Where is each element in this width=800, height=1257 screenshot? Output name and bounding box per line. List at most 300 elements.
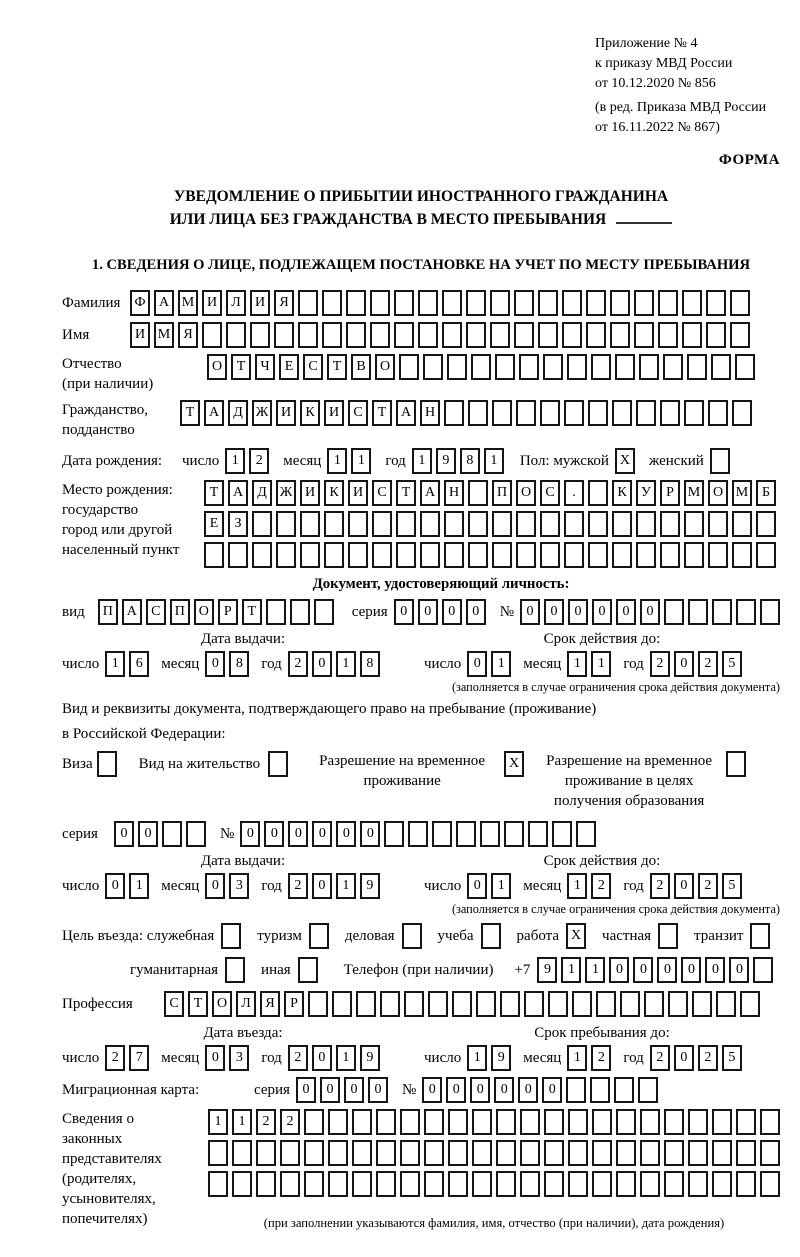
form-cell[interactable] — [352, 1109, 372, 1135]
form-cell[interactable] — [736, 1140, 756, 1166]
form-cell[interactable] — [396, 542, 416, 568]
form-cell[interactable] — [634, 322, 654, 348]
form-cell[interactable]: . — [564, 480, 584, 506]
form-cell[interactable] — [376, 1140, 396, 1166]
form-cell[interactable]: 1 — [232, 1109, 252, 1135]
form-cell[interactable]: 0 — [138, 821, 158, 847]
form-cell[interactable] — [592, 1109, 612, 1135]
form-cell[interactable] — [592, 1171, 612, 1197]
form-cell[interactable]: 5 — [722, 651, 742, 677]
form-cell[interactable] — [586, 322, 606, 348]
form-cell[interactable] — [726, 751, 746, 777]
form-cell[interactable] — [471, 354, 491, 380]
form-cell[interactable]: 0 — [312, 821, 332, 847]
form-cell[interactable]: 0 — [422, 1077, 442, 1103]
form-cell[interactable] — [736, 1171, 756, 1197]
form-cell[interactable] — [614, 1077, 634, 1103]
form-cell[interactable]: П — [170, 599, 190, 625]
form-cell[interactable] — [732, 511, 752, 537]
form-cell[interactable] — [564, 400, 584, 426]
form-cell[interactable] — [472, 1109, 492, 1135]
form-cell[interactable] — [682, 322, 702, 348]
form-cell[interactable] — [732, 542, 752, 568]
form-cell[interactable] — [692, 991, 712, 1017]
form-cell[interactable]: 0 — [442, 599, 462, 625]
form-cell[interactable]: 2 — [650, 651, 670, 677]
form-cell[interactable] — [204, 542, 224, 568]
form-cell[interactable] — [516, 511, 536, 537]
form-cell[interactable] — [567, 354, 587, 380]
form-cell[interactable] — [208, 1140, 228, 1166]
form-cell[interactable]: Я — [274, 290, 294, 316]
form-cell[interactable]: 1 — [225, 448, 245, 474]
form-cell[interactable]: А — [204, 400, 224, 426]
form-cell[interactable] — [444, 400, 464, 426]
form-cell[interactable]: 2 — [288, 651, 308, 677]
form-cell[interactable] — [376, 1171, 396, 1197]
form-cell[interactable] — [280, 1171, 300, 1197]
form-cell[interactable]: X — [504, 751, 524, 777]
form-cell[interactable] — [711, 354, 731, 380]
form-cell[interactable] — [712, 599, 732, 625]
form-cell[interactable] — [516, 542, 536, 568]
form-cell[interactable] — [468, 400, 488, 426]
form-cell[interactable]: 0 — [312, 1045, 332, 1071]
form-cell[interactable]: 9 — [436, 448, 456, 474]
form-cell[interactable]: В — [351, 354, 371, 380]
form-cell[interactable] — [250, 322, 270, 348]
form-cell[interactable]: С — [348, 400, 368, 426]
form-cell[interactable] — [520, 1171, 540, 1197]
form-cell[interactable]: С — [146, 599, 166, 625]
form-cell[interactable]: 0 — [240, 821, 260, 847]
form-cell[interactable] — [208, 1171, 228, 1197]
form-cell[interactable] — [658, 290, 678, 316]
form-cell[interactable] — [712, 1171, 732, 1197]
form-cell[interactable] — [300, 511, 320, 537]
form-cell[interactable] — [504, 821, 524, 847]
form-cell[interactable]: 0 — [674, 1045, 694, 1071]
form-cell[interactable] — [612, 542, 632, 568]
form-cell[interactable]: 0 — [336, 821, 356, 847]
form-cell[interactable]: Р — [218, 599, 238, 625]
form-cell[interactable] — [638, 1077, 658, 1103]
form-cell[interactable] — [424, 1109, 444, 1135]
form-cell[interactable] — [418, 322, 438, 348]
form-cell[interactable]: 9 — [360, 873, 380, 899]
form-cell[interactable] — [346, 290, 366, 316]
form-cell[interactable] — [332, 991, 352, 1017]
form-cell[interactable] — [256, 1140, 276, 1166]
form-cell[interactable]: 1 — [412, 448, 432, 474]
form-cell[interactable]: 0 — [344, 1077, 364, 1103]
form-cell[interactable] — [308, 991, 328, 1017]
form-cell[interactable]: 0 — [729, 957, 749, 983]
form-cell[interactable] — [688, 1171, 708, 1197]
form-cell[interactable]: П — [492, 480, 512, 506]
form-cell[interactable]: 1 — [105, 651, 125, 677]
form-cell[interactable]: У — [636, 480, 656, 506]
form-cell[interactable]: Н — [420, 400, 440, 426]
form-cell[interactable] — [328, 1140, 348, 1166]
form-cell[interactable] — [232, 1140, 252, 1166]
form-cell[interactable] — [186, 821, 206, 847]
form-cell[interactable] — [540, 400, 560, 426]
form-cell[interactable] — [612, 511, 632, 537]
form-cell[interactable] — [225, 957, 245, 983]
form-cell[interactable] — [610, 290, 630, 316]
form-cell[interactable] — [298, 322, 318, 348]
form-cell[interactable] — [592, 1140, 612, 1166]
form-cell[interactable]: 0 — [657, 957, 677, 983]
form-cell[interactable] — [228, 542, 248, 568]
form-cell[interactable] — [706, 322, 726, 348]
form-cell[interactable] — [644, 991, 664, 1017]
form-cell[interactable]: 0 — [674, 873, 694, 899]
form-cell[interactable] — [688, 1140, 708, 1166]
form-cell[interactable]: Р — [284, 991, 304, 1017]
form-cell[interactable] — [352, 1140, 372, 1166]
form-cell[interactable] — [424, 1140, 444, 1166]
form-cell[interactable] — [472, 1171, 492, 1197]
form-cell[interactable]: И — [300, 480, 320, 506]
form-cell[interactable] — [640, 1171, 660, 1197]
form-cell[interactable]: 0 — [542, 1077, 562, 1103]
form-cell[interactable] — [708, 542, 728, 568]
form-cell[interactable] — [418, 290, 438, 316]
form-cell[interactable] — [394, 322, 414, 348]
form-cell[interactable] — [586, 290, 606, 316]
form-cell[interactable]: 8 — [460, 448, 480, 474]
form-cell[interactable] — [636, 542, 656, 568]
form-cell[interactable]: 2 — [256, 1109, 276, 1135]
form-cell[interactable] — [394, 290, 414, 316]
form-cell[interactable] — [276, 542, 296, 568]
form-cell[interactable] — [276, 511, 296, 537]
form-cell[interactable]: 1 — [208, 1109, 228, 1135]
form-cell[interactable]: И — [202, 290, 222, 316]
form-cell[interactable]: 0 — [205, 1045, 225, 1071]
form-cell[interactable] — [490, 290, 510, 316]
form-cell[interactable] — [712, 1140, 732, 1166]
form-cell[interactable] — [466, 290, 486, 316]
form-cell[interactable]: Ж — [252, 400, 272, 426]
form-cell[interactable] — [634, 290, 654, 316]
form-cell[interactable]: С — [303, 354, 323, 380]
form-cell[interactable] — [710, 448, 730, 474]
form-cell[interactable] — [616, 1140, 636, 1166]
form-cell[interactable]: О — [207, 354, 227, 380]
form-cell[interactable]: Н — [444, 480, 464, 506]
form-cell[interactable] — [640, 1140, 660, 1166]
form-cell[interactable] — [684, 400, 704, 426]
form-cell[interactable] — [402, 923, 422, 949]
form-cell[interactable] — [616, 1171, 636, 1197]
form-cell[interactable] — [456, 821, 476, 847]
form-cell[interactable] — [590, 1077, 610, 1103]
form-cell[interactable] — [708, 511, 728, 537]
form-cell[interactable]: 0 — [312, 651, 332, 677]
form-cell[interactable] — [564, 542, 584, 568]
form-cell[interactable]: Ф — [130, 290, 150, 316]
form-cell[interactable]: Я — [260, 991, 280, 1017]
form-cell[interactable] — [664, 599, 684, 625]
form-cell[interactable] — [639, 354, 659, 380]
form-cell[interactable] — [162, 821, 182, 847]
form-cell[interactable] — [404, 991, 424, 1017]
form-cell[interactable] — [660, 400, 680, 426]
form-cell[interactable] — [468, 480, 488, 506]
form-cell[interactable] — [538, 290, 558, 316]
form-cell[interactable] — [290, 599, 310, 625]
form-cell[interactable] — [562, 290, 582, 316]
form-cell[interactable] — [424, 1171, 444, 1197]
form-cell[interactable] — [396, 511, 416, 537]
form-cell[interactable]: 9 — [491, 1045, 511, 1071]
form-cell[interactable]: К — [612, 480, 632, 506]
form-cell[interactable]: М — [732, 480, 752, 506]
form-cell[interactable]: Р — [660, 480, 680, 506]
form-cell[interactable]: К — [324, 480, 344, 506]
form-cell[interactable]: С — [540, 480, 560, 506]
form-cell[interactable] — [232, 1171, 252, 1197]
form-cell[interactable]: 0 — [205, 873, 225, 899]
form-cell[interactable]: 5 — [722, 1045, 742, 1071]
form-cell[interactable] — [480, 821, 500, 847]
form-cell[interactable] — [664, 1109, 684, 1135]
form-cell[interactable] — [636, 400, 656, 426]
form-cell[interactable] — [658, 923, 678, 949]
form-cell[interactable] — [468, 542, 488, 568]
form-cell[interactable] — [663, 354, 683, 380]
form-cell[interactable]: 0 — [312, 873, 332, 899]
form-cell[interactable] — [420, 511, 440, 537]
form-cell[interactable]: 0 — [520, 599, 540, 625]
form-cell[interactable] — [468, 511, 488, 537]
form-cell[interactable] — [519, 354, 539, 380]
form-cell[interactable]: И — [348, 480, 368, 506]
form-cell[interactable] — [500, 991, 520, 1017]
form-cell[interactable] — [588, 542, 608, 568]
form-cell[interactable] — [420, 542, 440, 568]
form-cell[interactable]: 0 — [609, 957, 629, 983]
form-cell[interactable]: 7 — [129, 1045, 149, 1071]
form-cell[interactable]: С — [164, 991, 184, 1017]
form-cell[interactable] — [753, 957, 773, 983]
form-cell[interactable]: 0 — [705, 957, 725, 983]
form-cell[interactable] — [756, 511, 776, 537]
form-cell[interactable] — [540, 542, 560, 568]
form-cell[interactable]: 9 — [537, 957, 557, 983]
form-cell[interactable] — [664, 1140, 684, 1166]
form-cell[interactable]: Т — [204, 480, 224, 506]
form-cell[interactable]: 2 — [650, 873, 670, 899]
form-cell[interactable] — [750, 923, 770, 949]
form-cell[interactable] — [658, 322, 678, 348]
form-cell[interactable]: 0 — [394, 599, 414, 625]
form-cell[interactable] — [309, 923, 329, 949]
form-cell[interactable] — [202, 322, 222, 348]
form-cell[interactable] — [300, 542, 320, 568]
form-cell[interactable] — [566, 1077, 586, 1103]
form-cell[interactable]: А — [228, 480, 248, 506]
form-cell[interactable] — [348, 511, 368, 537]
form-cell[interactable] — [384, 821, 404, 847]
form-cell[interactable] — [274, 322, 294, 348]
form-cell[interactable] — [252, 511, 272, 537]
form-cell[interactable]: А — [396, 400, 416, 426]
form-cell[interactable] — [448, 1140, 468, 1166]
form-cell[interactable] — [684, 542, 704, 568]
form-cell[interactable]: М — [684, 480, 704, 506]
form-cell[interactable]: Т — [242, 599, 262, 625]
form-cell[interactable] — [544, 1140, 564, 1166]
form-cell[interactable] — [636, 511, 656, 537]
form-cell[interactable]: 8 — [360, 651, 380, 677]
form-cell[interactable] — [736, 599, 756, 625]
form-cell[interactable]: Д — [228, 400, 248, 426]
form-cell[interactable] — [370, 322, 390, 348]
form-cell[interactable] — [447, 354, 467, 380]
form-cell[interactable] — [348, 542, 368, 568]
form-cell[interactable] — [588, 400, 608, 426]
form-cell[interactable]: 2 — [288, 873, 308, 899]
form-cell[interactable]: 1 — [567, 1045, 587, 1071]
form-cell[interactable]: О — [516, 480, 536, 506]
form-cell[interactable]: 0 — [518, 1077, 538, 1103]
form-cell[interactable]: 2 — [698, 873, 718, 899]
form-cell[interactable] — [588, 511, 608, 537]
form-cell[interactable] — [322, 290, 342, 316]
form-cell[interactable] — [568, 1140, 588, 1166]
form-cell[interactable]: 0 — [544, 599, 564, 625]
form-cell[interactable] — [615, 354, 635, 380]
form-cell[interactable]: 1 — [129, 873, 149, 899]
form-cell[interactable] — [298, 957, 318, 983]
form-cell[interactable] — [328, 1109, 348, 1135]
form-cell[interactable]: 3 — [229, 873, 249, 899]
form-cell[interactable]: Е — [204, 511, 224, 537]
form-cell[interactable] — [640, 1109, 660, 1135]
form-cell[interactable] — [496, 1140, 516, 1166]
form-cell[interactable] — [399, 354, 419, 380]
form-cell[interactable]: 1 — [336, 651, 356, 677]
form-cell[interactable] — [376, 1109, 396, 1135]
form-cell[interactable] — [610, 322, 630, 348]
form-cell[interactable]: 6 — [129, 651, 149, 677]
form-cell[interactable] — [322, 322, 342, 348]
form-cell[interactable]: М — [178, 290, 198, 316]
form-cell[interactable]: Ч — [255, 354, 275, 380]
form-cell[interactable] — [226, 322, 246, 348]
form-cell[interactable] — [740, 991, 760, 1017]
form-cell[interactable]: Я — [178, 322, 198, 348]
form-cell[interactable]: А — [122, 599, 142, 625]
form-cell[interactable]: 1 — [336, 873, 356, 899]
form-cell[interactable] — [688, 599, 708, 625]
form-cell[interactable] — [732, 400, 752, 426]
form-cell[interactable] — [660, 542, 680, 568]
form-cell[interactable] — [476, 991, 496, 1017]
form-cell[interactable] — [372, 511, 392, 537]
form-cell[interactable] — [516, 400, 536, 426]
form-cell[interactable]: С — [372, 480, 392, 506]
form-cell[interactable] — [664, 1171, 684, 1197]
form-cell[interactable] — [352, 1171, 372, 1197]
form-cell[interactable]: 0 — [616, 599, 636, 625]
form-cell[interactable] — [687, 354, 707, 380]
form-cell[interactable]: 1 — [561, 957, 581, 983]
form-cell[interactable]: М — [154, 322, 174, 348]
form-cell[interactable] — [444, 542, 464, 568]
form-cell[interactable] — [562, 322, 582, 348]
form-cell[interactable] — [568, 1171, 588, 1197]
form-cell[interactable] — [528, 821, 548, 847]
form-cell[interactable] — [444, 511, 464, 537]
form-cell[interactable]: 2 — [280, 1109, 300, 1135]
form-cell[interactable]: 0 — [633, 957, 653, 983]
form-cell[interactable]: 1 — [467, 1045, 487, 1071]
form-cell[interactable]: Т — [231, 354, 251, 380]
form-cell[interactable]: X — [615, 448, 635, 474]
form-cell[interactable] — [591, 354, 611, 380]
form-cell[interactable] — [492, 542, 512, 568]
form-cell[interactable] — [682, 290, 702, 316]
form-cell[interactable]: 2 — [105, 1045, 125, 1071]
form-cell[interactable] — [495, 354, 515, 380]
form-cell[interactable]: 0 — [640, 599, 660, 625]
form-cell[interactable]: Т — [327, 354, 347, 380]
form-cell[interactable] — [252, 542, 272, 568]
form-cell[interactable] — [514, 322, 534, 348]
form-cell[interactable] — [735, 354, 755, 380]
form-cell[interactable] — [472, 1140, 492, 1166]
form-cell[interactable]: 1 — [491, 651, 511, 677]
form-cell[interactable]: 0 — [288, 821, 308, 847]
form-cell[interactable] — [256, 1171, 276, 1197]
form-cell[interactable]: Т — [188, 991, 208, 1017]
form-cell[interactable]: 9 — [360, 1045, 380, 1071]
form-cell[interactable] — [428, 991, 448, 1017]
form-cell[interactable] — [660, 511, 680, 537]
form-cell[interactable]: З — [228, 511, 248, 537]
form-cell[interactable]: 0 — [368, 1077, 388, 1103]
form-cell[interactable] — [280, 1140, 300, 1166]
form-cell[interactable] — [432, 821, 452, 847]
form-cell[interactable] — [452, 991, 472, 1017]
form-cell[interactable] — [730, 290, 750, 316]
form-cell[interactable] — [268, 751, 288, 777]
form-cell[interactable]: 1 — [591, 651, 611, 677]
form-cell[interactable]: 0 — [467, 873, 487, 899]
form-cell[interactable] — [97, 751, 117, 777]
form-cell[interactable]: О — [194, 599, 214, 625]
form-cell[interactable]: Т — [396, 480, 416, 506]
form-cell[interactable] — [442, 290, 462, 316]
form-cell[interactable]: 2 — [288, 1045, 308, 1071]
form-cell[interactable]: 0 — [674, 651, 694, 677]
form-cell[interactable]: 0 — [494, 1077, 514, 1103]
form-cell[interactable] — [356, 991, 376, 1017]
form-cell[interactable]: Б — [756, 480, 776, 506]
form-cell[interactable] — [684, 511, 704, 537]
form-cell[interactable] — [716, 991, 736, 1017]
form-cell[interactable]: 2 — [698, 651, 718, 677]
form-cell[interactable]: О — [375, 354, 395, 380]
form-cell[interactable]: 0 — [592, 599, 612, 625]
form-cell[interactable]: И — [276, 400, 296, 426]
form-cell[interactable] — [298, 290, 318, 316]
